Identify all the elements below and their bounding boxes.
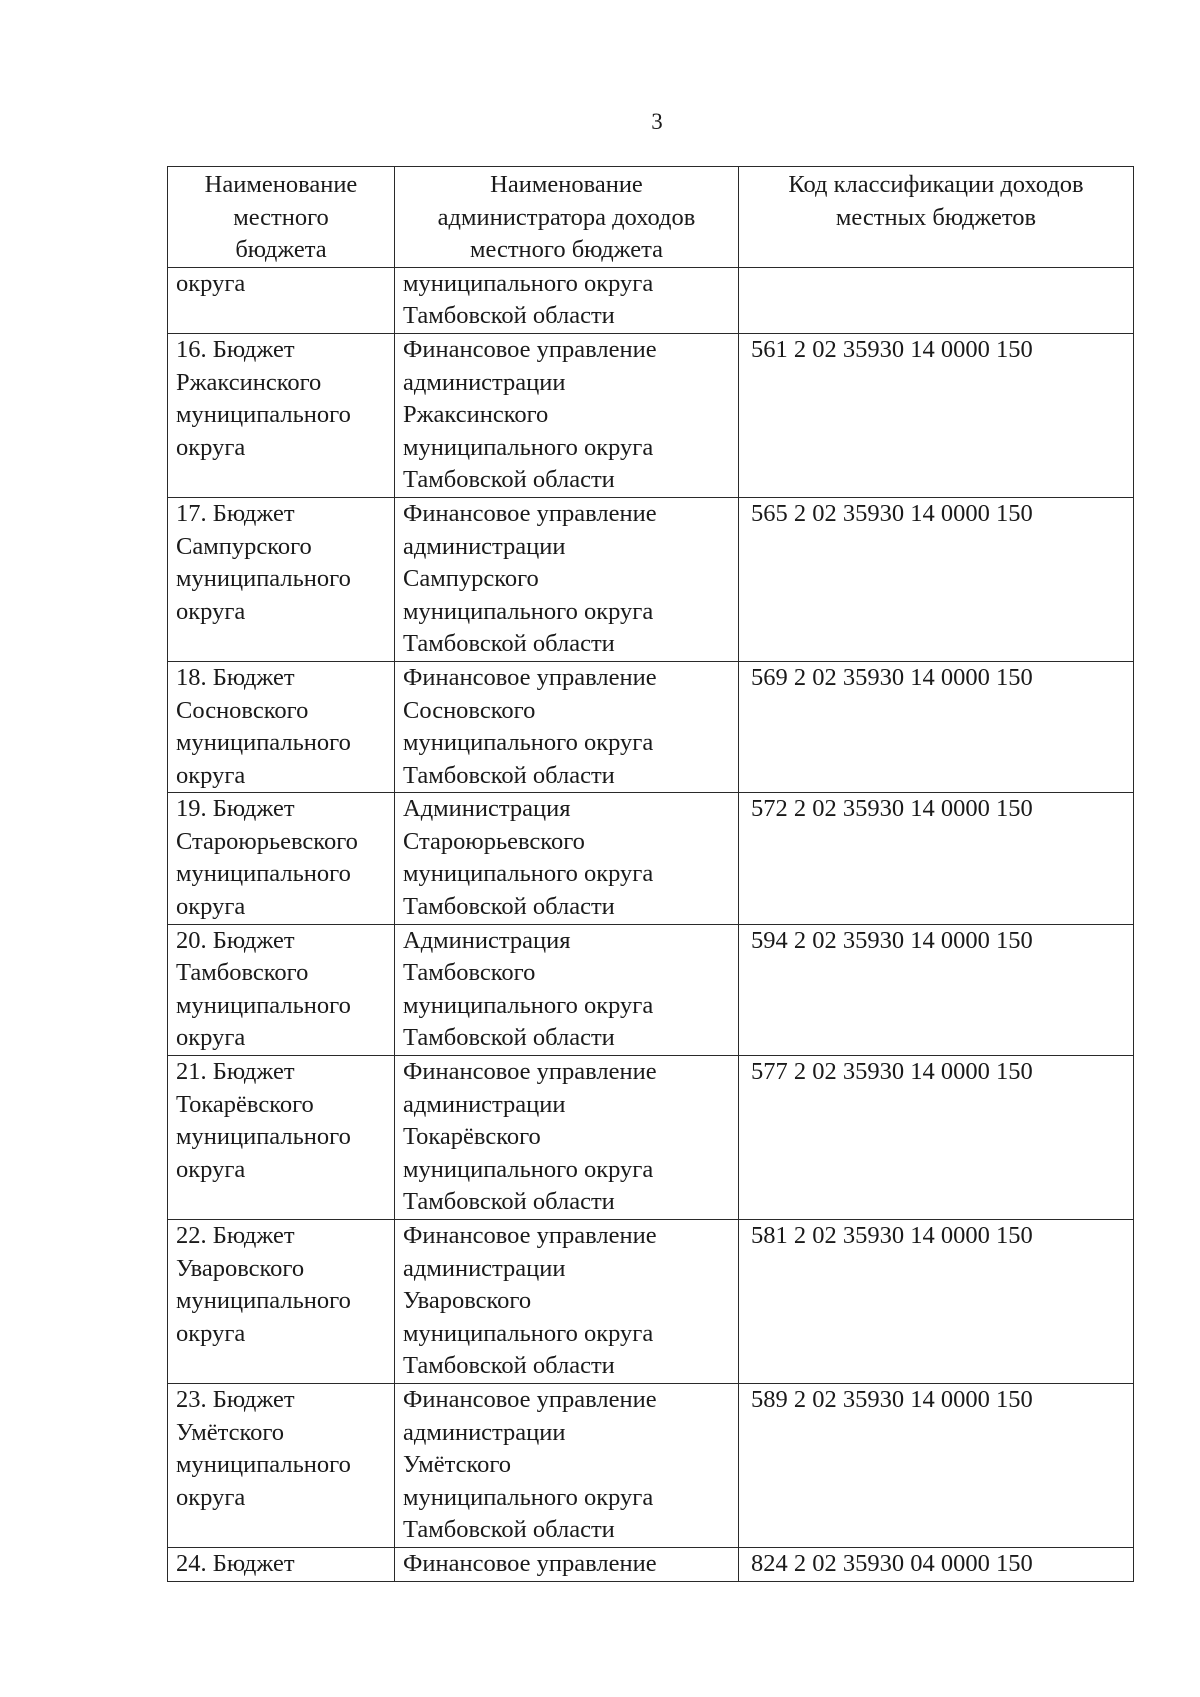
code-cell: 577 2 02 35930 14 0000 150 [739,1056,1134,1220]
table-row [168,924,1134,1055]
table-row [168,1547,1134,1581]
table-row [168,1056,1134,1220]
code-cell: 594 2 02 35930 14 0000 150 [739,924,1134,1055]
code-cell: 569 2 02 35930 14 0000 150 [739,661,1134,792]
budget-revenue-table [167,166,1134,1582]
table-header-row [168,167,1134,268]
header-budget-name: Наименование местного бюджета [168,167,395,268]
budget-name-cell: 23. Бюджет Умётского муниципального округа [168,1383,395,1547]
code-cell: 589 2 02 35930 14 0000 150 [739,1383,1134,1547]
table-row [168,267,1134,333]
budget-name-cell: 22. Бюджет Уваровского муниципального округа [168,1220,395,1384]
budget-name-cell: 17. Бюджет Сампурского муниципального округа [168,497,395,661]
administrator-cell: муниципального округа Тамбовской области [395,267,739,333]
budget-name-cell: 20. Бюджет Тамбовского муниципального округа [168,924,395,1055]
administrator-cell: Финансовое управление администрации Уваровского муниципального округа Тамбовской области [395,1220,739,1384]
code-cell: 572 2 02 35930 14 0000 150 [739,793,1134,924]
header-administrator-name: Наименование администратора доходов местного бюджета [395,167,739,268]
table-row [168,497,1134,661]
table-row [168,333,1134,497]
administrator-cell: Администрация Тамбовского муниципального округа Тамбовской области [395,924,739,1055]
administrator-cell: Финансовое управление администрации Сампурского муниципального округа Тамбовской области [395,497,739,661]
code-cell: 565 2 02 35930 14 0000 150 [739,497,1134,661]
code-cell: 581 2 02 35930 14 0000 150 [739,1220,1134,1384]
code-cell: 824 2 02 35930 04 0000 150 [739,1547,1134,1581]
page-number: 3 [651,109,663,134]
administrator-cell: Финансовое управление администрации Токарёвского муниципального округа Тамбовской области [395,1056,739,1220]
budget-name-cell: 18. Бюджет Сосновского муниципального округа [168,661,395,792]
table-row [168,793,1134,924]
budget-name-cell: 16. Бюджет Ржаксинского муниципального округа [168,333,395,497]
header-classification-code: Код классификации доходов местных бюджетов [739,167,1134,268]
administrator-cell: Администрация Староюрьевского муниципального округа Тамбовской области [395,793,739,924]
table-row [168,661,1134,792]
table-row [168,1220,1134,1384]
administrator-cell: Финансовое управление администрации Ржаксинского муниципального округа Тамбовской области [395,333,739,497]
administrator-cell: Финансовое управление администрации Умётского муниципального округа Тамбовской области [395,1383,739,1547]
budget-name-cell: 24. Бюджет [168,1547,395,1581]
table-row [168,1383,1134,1547]
budget-name-cell: 19. Бюджет Староюрьевского муниципального округа [168,793,395,924]
administrator-cell: Финансовое управление [395,1547,739,1581]
code-cell [739,267,1134,333]
budget-name-cell: округа [168,267,395,333]
budget-name-cell: 21. Бюджет Токарёвского муниципального округа [168,1056,395,1220]
code-cell: 561 2 02 35930 14 0000 150 [739,333,1134,497]
administrator-cell: Финансовое управление Сосновского муниципального округа Тамбовской области [395,661,739,792]
